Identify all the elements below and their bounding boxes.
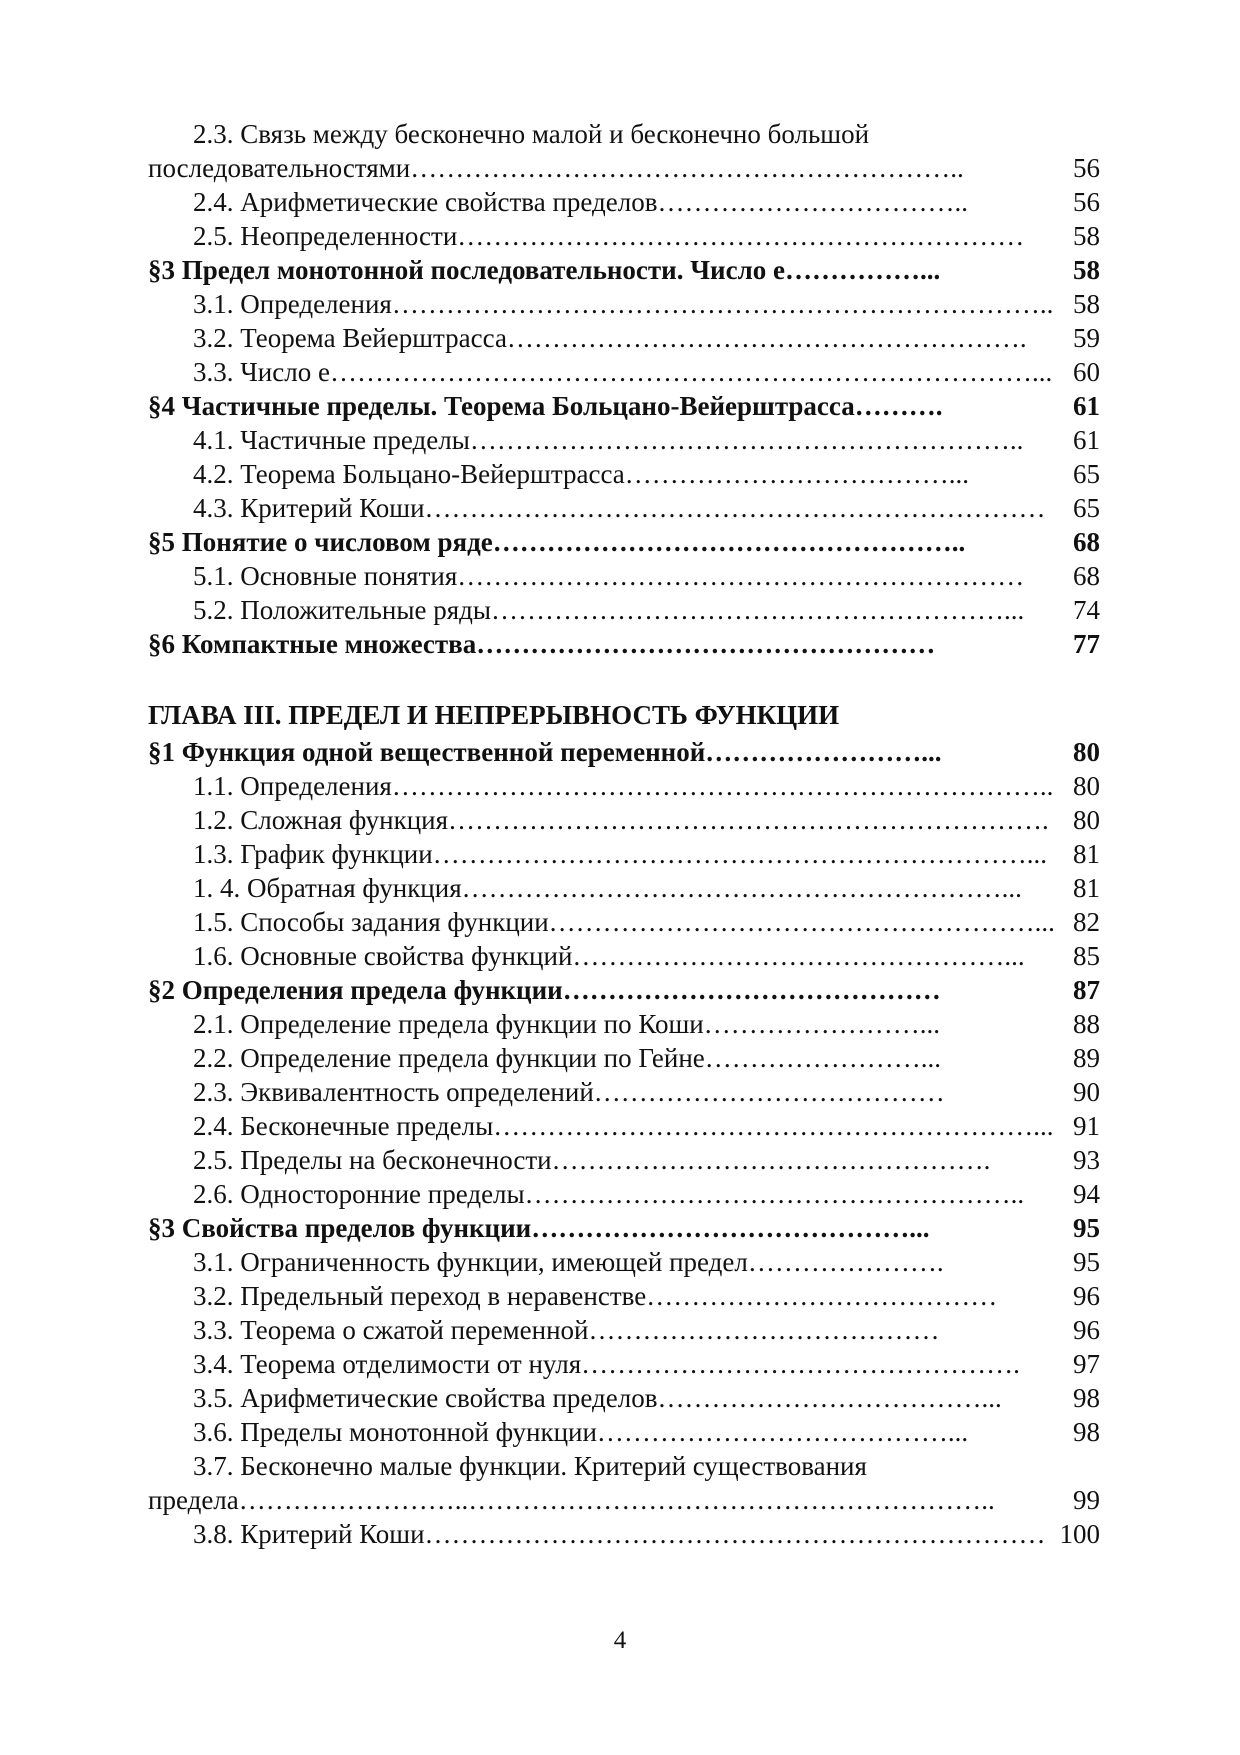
toc-entry-page: 58	[1073, 289, 1100, 319]
toc-entry	[148, 457, 1100, 491]
toc-entry	[148, 1517, 1100, 1551]
toc-entry-title: 3.3. Теорема о сжатой переменной…………………………………	[193, 1315, 940, 1345]
toc-section-entry	[148, 735, 1100, 769]
toc-entry	[148, 1075, 1100, 1109]
toc-entry-title: 3.2. Теорема Вейерштрасса………………………………………………….	[193, 323, 1027, 353]
toc-entry-page: 65	[1073, 459, 1100, 489]
toc-entry-title: 2.4. Арифметические свойства пределов……………………………..	[193, 187, 968, 217]
toc-entry-page: 58	[1073, 255, 1100, 285]
toc-entry-title: 2.3. Эквивалентность определений…………………………………	[193, 1077, 945, 1107]
toc-entry-title: 5.1. Основные понятия………………………………………………………	[193, 561, 1025, 591]
toc-entry	[148, 1483, 1100, 1517]
toc-entry-title: 1.1. Определения………………………………………………………………..	[193, 771, 1054, 801]
toc-section-entry	[148, 525, 1100, 559]
toc-entry-title: §5 Понятие о числовом ряде……………………………………………..	[148, 527, 966, 557]
toc-entry-page: 68	[1073, 527, 1100, 557]
toc-entry	[148, 1313, 1100, 1347]
toc-entry-title: 2.5. Пределы на бесконечности………………………………………….	[193, 1145, 991, 1175]
toc-entry-page: 94	[1073, 1179, 1100, 1209]
toc-section-entry	[148, 389, 1100, 423]
toc-entry-page: 95	[1073, 1247, 1100, 1277]
toc-entry	[148, 1041, 1100, 1075]
toc-entry	[148, 769, 1100, 803]
toc-entry-title: 1.6. Основные свойства функций…………………………………………...	[193, 941, 1025, 971]
toc-entry-page: 80	[1073, 805, 1100, 835]
toc-part-2	[148, 735, 1100, 1551]
toc-entry-page: 96	[1073, 1315, 1100, 1345]
toc-entry-title: 3.8. Критерий Коши……………………………………………………………	[193, 1519, 1046, 1549]
toc-entry-title: предела……………………..…………………………………………………..	[148, 1485, 995, 1515]
toc-entry	[148, 321, 1100, 355]
section-gap	[148, 661, 1100, 695]
toc-entry-title: последовательностями……………………………………………………..	[148, 153, 964, 183]
toc-entry	[148, 219, 1100, 253]
chapter-heading: ГЛАВА III. ПРЕДЕЛ И НЕПРЕРЫВНОСТЬ ФУНКЦИИ	[148, 700, 840, 730]
toc-entry	[148, 185, 1100, 219]
toc-entry-page: 80	[1073, 737, 1100, 767]
toc-entry-page: 88	[1073, 1009, 1100, 1039]
toc-entry-page: 80	[1073, 771, 1100, 801]
toc-entry-page: 93	[1073, 1145, 1100, 1175]
toc-entry-title: §4 Частичные пределы. Теорема Больцано-Вейерштрасса……….	[148, 391, 943, 421]
toc-entry-title: 4.2. Теорема Больцано-Вейерштрасса………………………………...	[193, 459, 969, 489]
toc-entry-page: 97	[1073, 1349, 1100, 1379]
toc-entry	[148, 1381, 1100, 1415]
toc-entry-page: 68	[1073, 561, 1100, 591]
toc-entry	[148, 803, 1100, 837]
toc-entry	[148, 117, 1100, 151]
toc-entry	[148, 871, 1100, 905]
toc-entry	[148, 1415, 1100, 1449]
toc-entry-title: 3.6. Пределы монотонной функции…………………………………...	[193, 1417, 969, 1447]
toc-entry-title: 4.1. Частичные пределы……………………………………………………..	[193, 425, 1024, 455]
toc-entry	[148, 151, 1100, 185]
toc-entry-title: 2.3. Связь между бесконечно малой и бесконечно большой	[193, 119, 870, 149]
toc-entry-page: 65	[1073, 493, 1100, 523]
toc-entry-page: 74	[1073, 595, 1100, 625]
toc-entry-title: 3.1. Ограниченность функции, имеющей предел………………….	[193, 1247, 944, 1277]
toc-entry-title: §1 Функция одной вещественной переменной……………………...	[148, 737, 942, 767]
toc-entry	[148, 423, 1100, 457]
toc-entry-title: §2 Определения предела функции……………………………………	[148, 975, 941, 1005]
toc-entry-page: 100	[1059, 1519, 1100, 1549]
toc-section-entry	[148, 973, 1100, 1007]
toc-entry-page: 90	[1073, 1077, 1100, 1107]
toc-entry	[148, 593, 1100, 627]
toc-entry-title: 3.5. Арифметические свойства пределов………………………………...	[193, 1383, 1002, 1413]
table-of-contents	[148, 117, 1100, 1551]
toc-entry	[148, 1245, 1100, 1279]
toc-entry-title: 3.4. Теорема отделимости от нуля………………………………………….	[193, 1349, 1020, 1379]
toc-entry-page: 77	[1073, 629, 1100, 659]
toc-entry-title: 3.3. Число е……………………………………………………………………...	[193, 357, 1053, 387]
toc-entry-page: 56	[1073, 187, 1100, 217]
toc-entry-title: 1.3. График функции…………………………………………………………...	[193, 839, 1047, 869]
toc-part-1	[148, 117, 1100, 661]
toc-entry-page: 61	[1073, 425, 1100, 455]
toc-entry-title: 4.3. Критерий Коши……………………………………………………………	[193, 493, 1046, 523]
toc-entry	[148, 355, 1100, 389]
toc-entry	[148, 491, 1100, 525]
toc-entry-title: 2.6. Односторонние пределы………………………………………………..	[193, 1179, 1025, 1209]
toc-entry-page: 82	[1073, 907, 1100, 937]
toc-entry	[148, 1177, 1100, 1211]
toc-entry-title: 5.2. Положительные ряды…………………………………………………...	[193, 595, 1025, 625]
toc-entry-title: §3 Свойства пределов функции……………………………………...	[148, 1213, 930, 1243]
toc-entry-page: 56	[1073, 153, 1100, 183]
toc-entry	[148, 559, 1100, 593]
toc-entry-page: 81	[1073, 839, 1100, 869]
toc-entry-title: 3.1. Определения………………………………………………………………..	[193, 289, 1054, 319]
toc-entry	[148, 1007, 1100, 1041]
toc-entry-page: 85	[1073, 941, 1100, 971]
toc-entry-page: 89	[1073, 1043, 1100, 1073]
page-number: 4	[613, 1627, 627, 1654]
toc-entry-title: 2.5. Неопределенности………………………………………………………	[193, 221, 1025, 251]
toc-section-entry	[148, 1211, 1100, 1245]
toc-entry-title: 3.2. Предельный переход в неравенстве…………………………………	[193, 1281, 998, 1311]
toc-entry-page: 61	[1073, 391, 1100, 421]
toc-entry-page: 95	[1073, 1213, 1100, 1243]
toc-entry-page: 81	[1073, 873, 1100, 903]
toc-entry-title: 1.5. Способы задания функции………………………………………………...	[193, 907, 1055, 937]
toc-entry-page: 58	[1073, 221, 1100, 251]
toc-entry-page: 59	[1073, 323, 1100, 353]
toc-entry-page: 96	[1073, 1281, 1100, 1311]
toc-entry	[148, 1143, 1100, 1177]
toc-entry-title: 2.2. Определение предела функции по Гейне……………………...	[193, 1043, 941, 1073]
toc-entry-title: §6 Компактные множества……………………………………………	[148, 629, 936, 659]
toc-entry-page: 87	[1073, 975, 1100, 1005]
toc-entry	[148, 1109, 1100, 1143]
toc-entry	[148, 1279, 1100, 1313]
toc-entry-page: 98	[1073, 1417, 1100, 1447]
toc-section-entry	[148, 627, 1100, 661]
toc-entry-title: §3 Предел монотонной последовательности. Число е……………...	[148, 255, 941, 285]
toc-entry-title: 2.1. Определение предела функции по Коши……………………...	[193, 1009, 940, 1039]
toc-entry	[148, 939, 1100, 973]
toc-entry-page: 99	[1073, 1485, 1100, 1515]
toc-entry	[148, 905, 1100, 939]
toc-entry-title: 1.2. Сложная функция………………………………………………………….	[193, 805, 1049, 835]
toc-entry-title: 1. 4. Обратная функция……………………………………………………...	[193, 873, 1022, 903]
toc-entry	[148, 837, 1100, 871]
toc-entry-page: 98	[1073, 1383, 1100, 1413]
toc-entry	[148, 287, 1100, 321]
toc-entry-title: 2.4. Бесконечные пределы……………………………………………………...	[193, 1111, 1054, 1141]
toc-entry-page: 91	[1073, 1111, 1100, 1141]
toc-entry-title: 3.7. Бесконечно малые функции. Критерий существования	[193, 1451, 867, 1481]
toc-entry	[148, 1449, 1100, 1483]
toc-entry	[148, 1347, 1100, 1381]
toc-section-entry	[148, 253, 1100, 287]
toc-entry-page: 60	[1073, 357, 1100, 387]
